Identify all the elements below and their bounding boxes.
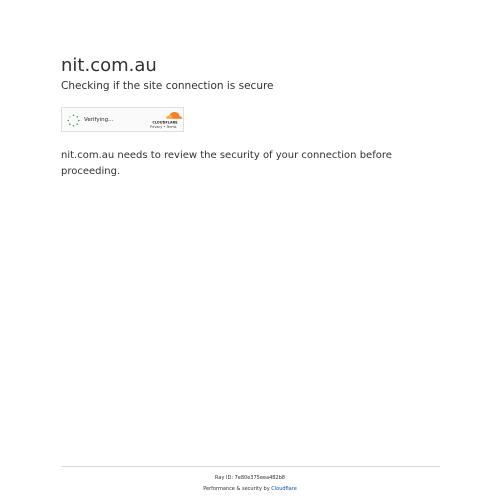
- ray-id-label: Ray ID:: [215, 475, 234, 481]
- page-title: nit.com.au: [61, 55, 157, 76]
- security-message: nit.com.au needs to review the security of your connection before proceeding.: [61, 150, 392, 177]
- performance-text: Performance & security by: [203, 486, 270, 492]
- cloudflare-logo-text: CLOUDFLARE: [152, 120, 178, 125]
- ray-id-value: 7e80e375eea482b8: [234, 475, 285, 481]
- turnstile-widget[interactable]: [61, 107, 184, 132]
- cloudflare-link[interactable]: Cloudflare: [271, 486, 297, 492]
- footer-divider: [61, 466, 440, 467]
- terms-link[interactable]: Terms: [166, 125, 177, 129]
- link-separator: •: [163, 125, 166, 129]
- loading-spinner-icon: [67, 114, 80, 127]
- ray-id-line: [0, 475, 500, 482]
- widget-links: [150, 125, 176, 130]
- verifying-status: Verifying...: [84, 117, 114, 123]
- privacy-link[interactable]: Privacy: [150, 125, 163, 129]
- page-subtitle: Checking if the site connection is secure: [61, 80, 274, 92]
- cloudflare-logo-icon[interactable]: [147, 111, 183, 125]
- performance-line: [0, 486, 500, 493]
